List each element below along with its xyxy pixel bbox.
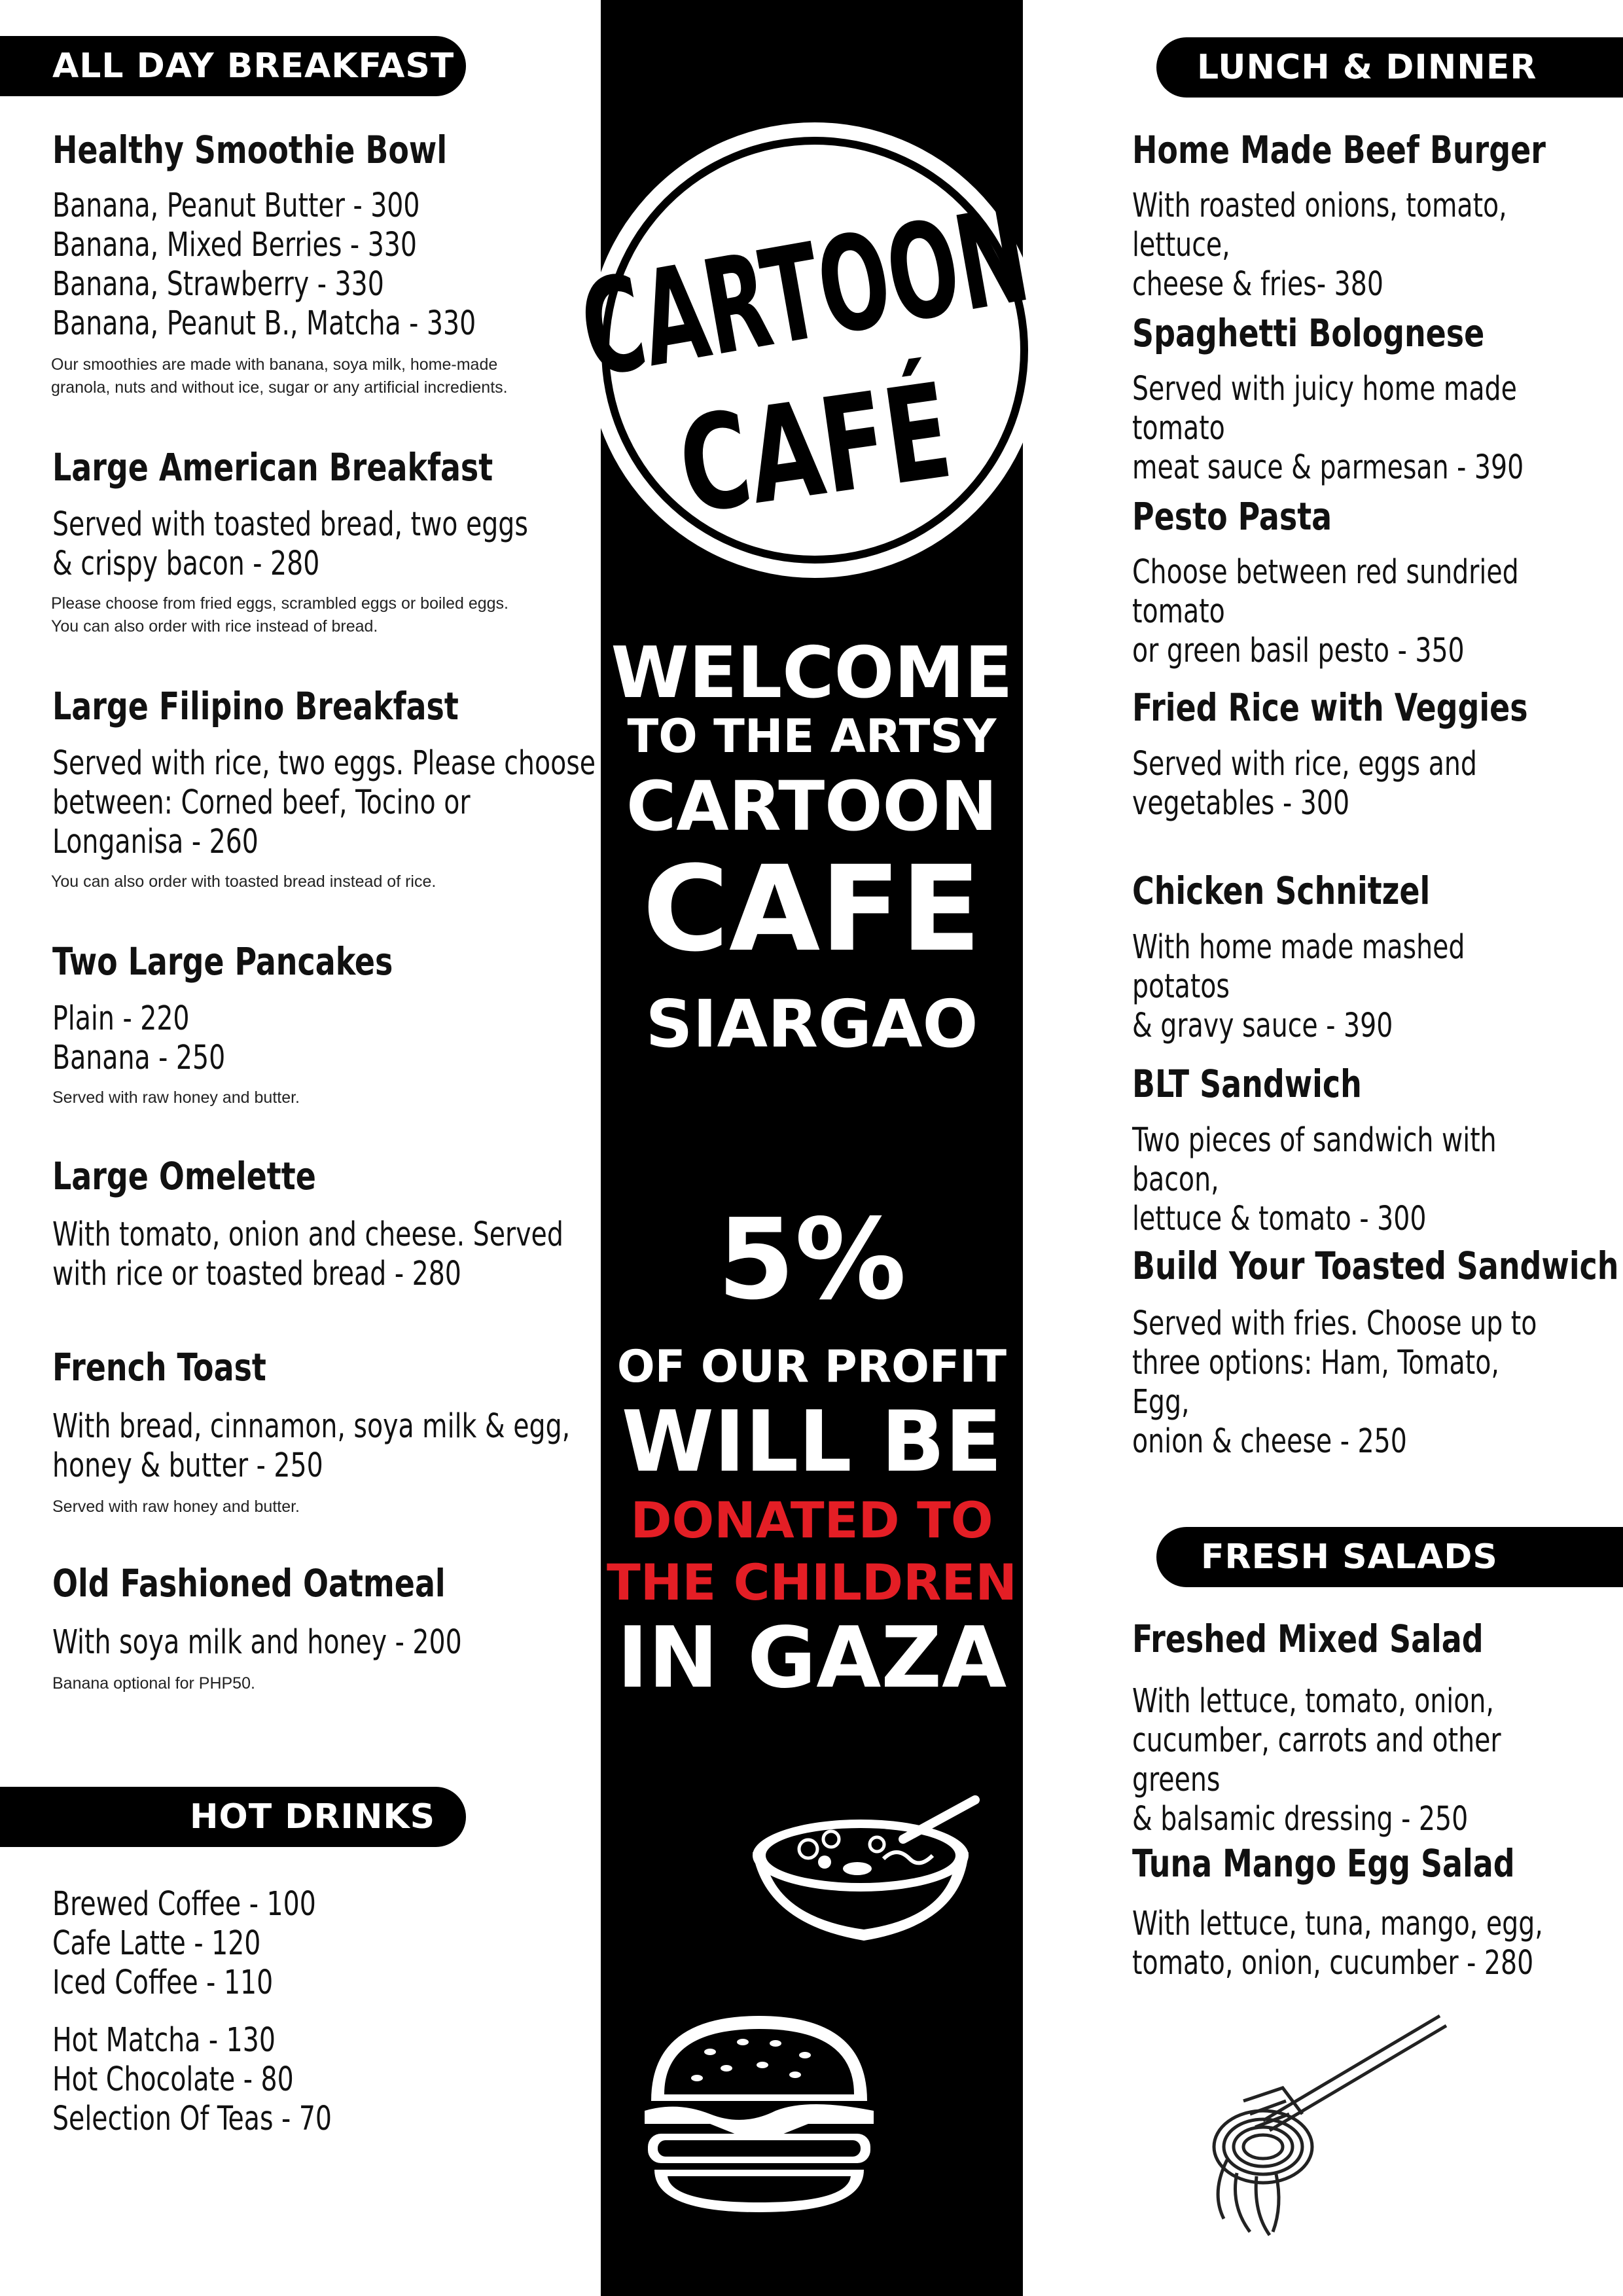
menu-item-title: Home Made Beef Burger xyxy=(1132,128,1546,172)
menu-item-note: Served with raw honey and butter. xyxy=(52,1498,300,1516)
welcome-line-4: CAFE xyxy=(642,841,982,978)
donation-line-5: IN GAZA xyxy=(616,1609,1007,1707)
menu-item-title: Large Filipino Breakfast xyxy=(52,684,459,728)
menu-item-title: Tuna Mango Egg Salad xyxy=(1132,1841,1515,1886)
welcome-line-1: WELCOME xyxy=(611,632,1013,714)
section-header-salads: FRESH SALADS xyxy=(1156,1527,1623,1587)
menu-item-desc: Served with toasted bread, two eggs & crispy bacon - 280 xyxy=(52,505,528,583)
logo-line-1: CARTOON xyxy=(570,179,1039,407)
menu-item-desc: With home made mashed potatos & gravy sauce - 390 xyxy=(1132,928,1465,1045)
welcome-line-3: CARTOON xyxy=(626,766,998,846)
menu-item-desc: Banana, Peanut Butter - 300 Banana, Mixed Berries - 330 Banana, Strawberry - 330 Banana, Peanut B., Matcha - 330 xyxy=(52,187,476,343)
menu-item-title: Large American Breakfast xyxy=(52,445,493,490)
menu-item-desc: Served with rice, eggs and vegetables - 300 xyxy=(1132,745,1477,823)
donation-line-1: OF OUR PROFIT xyxy=(616,1341,1007,1393)
menu-item-title: Chicken Schnitzel xyxy=(1132,869,1431,913)
menu-item-title: Healthy Smoothie Bowl xyxy=(52,128,448,172)
menu-item-desc: With soya milk and honey - 200 xyxy=(52,1623,462,1662)
burger-icon xyxy=(638,2003,880,2219)
menu-item-note: Banana optional for PHP50. xyxy=(52,1674,255,1693)
menu-item-title: French Toast xyxy=(52,1345,266,1390)
fork-spaghetti-icon xyxy=(1171,2003,1466,2245)
menu-item-title: Freshed Mixed Salad xyxy=(1132,1617,1484,1661)
menu-item-desc: With lettuce, tomato, onion, cucumber, carrots and other greens & balsamic dressing - 250 xyxy=(1132,1682,1501,1839)
donation-line-4: THE CHILDREN xyxy=(606,1553,1018,1611)
menu-item-title: Spaghetti Bolognese xyxy=(1132,311,1485,355)
menu-item-desc: With tomato, onion and cheese. Served with rice or toasted bread - 280 xyxy=(52,1215,563,1293)
menu-item-desc: Served with rice, two eggs. Please choose between: Corned beef, Tocino or Longanisa - 260 xyxy=(52,744,596,861)
donation-line-2: WILL BE xyxy=(621,1393,1003,1491)
section-header-breakfast: ALL DAY BREAKFAST xyxy=(0,36,466,96)
menu-item-title: BLT Sandwich xyxy=(1132,1062,1362,1106)
menu-item-title: Large Omelette xyxy=(52,1154,316,1198)
menu-item-note: You can also order with toasted bread instead of rice. xyxy=(51,872,437,891)
drinks-list-1: Brewed Coffee - 100 Cafe Latte - 120 Iced Coffee - 110 xyxy=(52,1885,316,2002)
menu-item-desc: With roasted onions, tomato, lettuce, cheese & fries- 380 xyxy=(1132,187,1507,304)
menu-item-desc: Two pieces of sandwich with bacon, lettuce & tomato - 300 xyxy=(1132,1121,1497,1238)
menu-item-desc: Served with juicy home made tomato meat sauce & parmesan - 390 xyxy=(1132,370,1524,487)
donation-line-3: DONATED TO xyxy=(630,1491,993,1549)
menu-item-desc: Choose between red sundried tomato or green basil pesto - 350 xyxy=(1132,553,1519,670)
menu-item-title: Build Your Toasted Sandwich xyxy=(1132,1244,1619,1288)
menu-item-title: Fried Rice with Veggies xyxy=(1132,685,1528,730)
drinks-list-2: Hot Matcha - 130 Hot Chocolate - 80 Selection Of Teas - 70 xyxy=(52,2021,332,2138)
menu-item-desc: Plain - 220 Banana - 250 xyxy=(52,999,226,1077)
menu-item-note: Our smoothies are made with banana, soya milk, home-made granola, nuts and without ice, sugar or any artificial incredients. xyxy=(51,355,508,397)
bowl-icon xyxy=(746,1793,988,1950)
menu-item-desc: With bread, cinnamon, soya milk & egg, honey & butter - 250 xyxy=(52,1407,571,1485)
menu-item-note: Please choose from fried eggs, scrambled eggs or boiled eggs. You can also order with rice instead of bread. xyxy=(51,594,508,636)
donation-percent: 5% xyxy=(717,1195,906,1325)
menu-item-note: Served with raw honey and butter. xyxy=(52,1088,300,1107)
section-header-hot-drinks: HOT DRINKS xyxy=(0,1787,466,1847)
menu-item-title: Old Fashioned Oatmeal xyxy=(52,1561,446,1605)
menu-item-title: Pesto Pasta xyxy=(1132,494,1332,539)
logo xyxy=(560,118,1070,583)
section-header-lunch: LUNCH & DINNER xyxy=(1156,37,1623,98)
menu-item-desc: With lettuce, tuna, mango, egg, tomato, onion, cucumber - 280 xyxy=(1132,1905,1543,1982)
menu-item-title: Two Large Pancakes xyxy=(52,939,393,984)
logo-line-2: CAFÉ xyxy=(670,354,960,544)
welcome-line-2: TO THE ARTSY xyxy=(627,709,997,763)
menu-item-desc: Served with fries. Choose up to three options: Ham, Tomato, Egg, onion & cheese - 250 xyxy=(1132,1304,1537,1461)
welcome-line-5: SIARGAO xyxy=(645,986,978,1062)
